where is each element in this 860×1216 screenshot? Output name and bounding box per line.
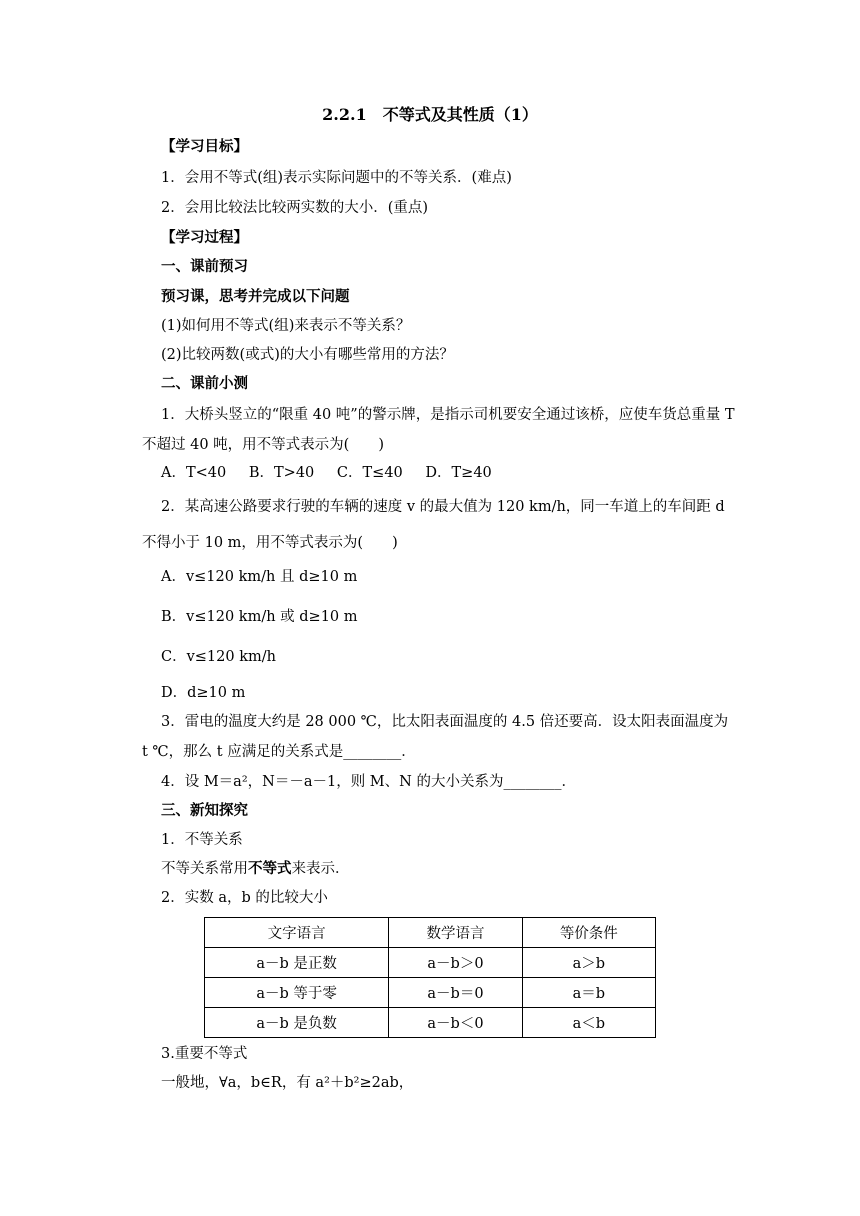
option-d: D．T≥40 [425, 465, 492, 481]
quiz-heading: 二、课前小测 [161, 375, 248, 392]
quiz-q2-option-c: C．v≤120 km/h [161, 649, 276, 665]
page-title: 2.2.1 不等式及其性质（1） [322, 105, 538, 124]
preview-subheading: 预习课，思考并完成以下问题 [161, 288, 350, 305]
explore-item-2: 2．实数 a，b 的比较大小 [161, 890, 328, 906]
objective-1: 1．会用不等式(组)表示实际问题中的不等关系．(难点) [161, 170, 512, 186]
quiz-q3-line1: 3．雷电的温度大约是 28 000 ℃，比太阳表面温度的 4.5 倍还要高．设太阳表面温度为 [161, 714, 729, 730]
objective-2: 2．会用比较法比较两实数的大小．(重点) [161, 200, 429, 216]
process-heading: 【学习过程】 [161, 229, 248, 246]
explore-item-1-text [161, 859, 741, 879]
text-bold-keyword: 不等式 [248, 860, 292, 877]
table-cell: a－b 是负数 [205, 1008, 389, 1038]
table-cell: a－b 是正数 [205, 948, 389, 978]
quiz-q2-option-b: B．v≤120 km/h 或 d≥10 m [161, 609, 358, 625]
explore-heading: 三、新知探究 [161, 802, 248, 819]
quiz-q1-options [161, 463, 741, 483]
explore-item-1: 1．不等关系 [161, 832, 243, 848]
table-header: 文字语言 [205, 918, 389, 948]
comparison-table [204, 917, 656, 1038]
table-cell: a－b＝0 [389, 978, 522, 1008]
table-cell: a－b 等于零 [205, 978, 389, 1008]
table-cell: a＜b [522, 1008, 655, 1038]
text-post: 来表示． [291, 861, 350, 877]
option-b: B．T>40 [248, 465, 315, 481]
preview-question-1: (1)如何用不等式(组)来表示不等关系？ [161, 318, 411, 334]
quiz-q2-line1: 2．某高速公路要求行驶的车辆的速度 v 的最大值为 120 km/h，同一车道上的车间距 d [161, 499, 725, 515]
text-pre: 不等关系常用 [161, 861, 248, 877]
option-a: A．T<40 [161, 465, 227, 481]
table-header-row [205, 918, 656, 948]
table-header: 数学语言 [389, 918, 522, 948]
preview-question-2: (2)比较两数(或式)的大小有哪些常用的方法？ [161, 347, 454, 363]
quiz-q2-line2: 不得小于 10 m，用不等式表示为( ) [142, 535, 398, 551]
quiz-q1-text: 1．大桥头竖立的“限重 40 吨”的警示牌，是指示司机要安全通过该桥，应使车货总重量 T 不超过 40 吨，用不等式表示为( ) [142, 407, 735, 453]
option-c: C．T≤40 [336, 465, 403, 481]
explore-item-3: 3.重要不等式 [161, 1046, 248, 1062]
quiz-q2-option-d: D．d≥10 m [161, 685, 246, 701]
quiz-q3-line2: t ℃，那么 t 应满足的关系式是________． [142, 744, 416, 760]
explore-item-3-text: 一般地，∀a，b∈R，有 a²＋b²≥2ab， [161, 1075, 414, 1091]
objectives-heading: 【学习目标】 [161, 138, 248, 155]
table-row [205, 978, 656, 1008]
table-row [205, 948, 656, 978]
table-row [205, 1008, 656, 1038]
quiz-q4: 4．设 M＝a²，N＝－a－1，则 M、N 的大小关系为________． [161, 774, 576, 790]
table-cell: a－b＜0 [389, 1008, 522, 1038]
table-cell: a＝b [522, 978, 655, 1008]
quiz-q2-option-a: A．v≤120 km/h 且 d≥10 m [161, 569, 358, 585]
preview-heading: 一、课前预习 [161, 258, 248, 275]
table-cell: a－b＞0 [389, 948, 522, 978]
table-cell: a＞b [522, 948, 655, 978]
table-header: 等价条件 [522, 918, 655, 948]
